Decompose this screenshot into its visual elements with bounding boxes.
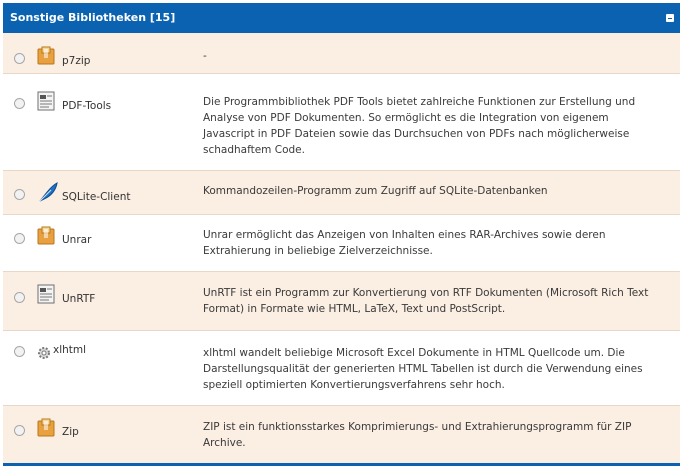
package-icon xyxy=(37,226,55,249)
library-row xyxy=(3,33,680,74)
library-row xyxy=(3,272,680,331)
library-description: Die Programmbibliothek PDF Tools bietet zahlreiche Funktionen zur Erstellung und Analyse von PDF Dokumenten. So ermöglicht es die Integration von eigenem Javascript in PDF Dateien sowie das Durchsuchen von PDFs nach möglicherweise schadhaftem Code. xyxy=(203,96,636,156)
panel-header[interactable] xyxy=(3,3,680,33)
library-description: - xyxy=(203,50,207,62)
library-description: Unrar ermöglicht das Anzeigen von Inhalten eines RAR-Archives sowie deren Extrahierung in beliebige Zielverzeichnisse. xyxy=(203,229,606,257)
library-name: UnRTF xyxy=(62,293,96,305)
select-radio[interactable] xyxy=(14,189,25,200)
package-icon xyxy=(37,418,55,441)
library-name: Unrar xyxy=(62,234,92,246)
library-description: ZIP ist ein funktionsstarkes Komprimierungs- und Extrahierungsprogramm für ZIP Archive. xyxy=(203,421,632,449)
library-row xyxy=(3,406,680,464)
libraries-panel xyxy=(3,3,680,449)
select-radio[interactable] xyxy=(14,425,25,436)
select-radio[interactable] xyxy=(14,53,25,64)
library-name: PDF-Tools xyxy=(62,100,112,112)
library-row xyxy=(3,215,680,272)
library-description: xlhtml wandelt beliebige Microsoft Excel Dokumente in HTML Quellcode um. Die Darstellungsqualität der generierten HTML Tabellen ist durch die Verwendung eines speziell optimierten Konvertierungsverfahrens sehr hoch. xyxy=(203,347,643,391)
library-description: UnRTF ist ein Programm zur Konvertierung von RTF Dokumenten (Microsoft Rich Text Format) in Formate wie HTML, LaTeX, Text und PostScript. xyxy=(203,287,649,315)
select-radio[interactable] xyxy=(14,233,25,244)
library-description: Kommandozeilen-Programm zum Zugriff auf SQLite-Datenbanken xyxy=(203,185,548,197)
library-name: SQLite-Client xyxy=(62,191,131,203)
library-row xyxy=(3,74,680,171)
select-radio[interactable] xyxy=(14,292,25,303)
select-radio[interactable] xyxy=(14,346,25,357)
minus-box-icon[interactable] xyxy=(666,14,674,22)
library-row xyxy=(3,331,680,406)
library-name: xlhtml xyxy=(53,344,87,356)
panel-bottom-border xyxy=(3,463,680,466)
library-row xyxy=(3,171,680,215)
document-icon xyxy=(37,91,55,115)
panel-title: Sonstige Bibliotheken [15] xyxy=(10,11,176,24)
library-name: Zip xyxy=(62,426,79,438)
package-icon xyxy=(37,46,55,69)
document-icon xyxy=(37,284,55,308)
gear-icon xyxy=(37,345,51,364)
library-name: p7zip xyxy=(62,55,91,67)
feather-icon xyxy=(37,181,59,207)
select-radio[interactable] xyxy=(14,98,25,109)
